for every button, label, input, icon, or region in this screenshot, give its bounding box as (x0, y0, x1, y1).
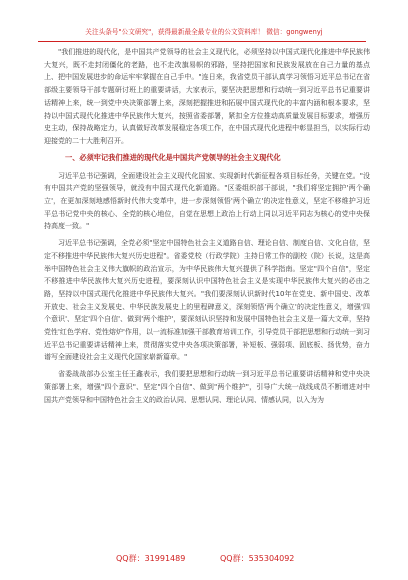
paragraph-intro: "我们推进的现代化，是中国共产党领导的社会主义现代化，必须坚持以中国式现代化推进中华民族伟大复兴，既不走封闭僵化的老路，也不走改旗易帜的邪路，坚持把国家和民族发展放在自己力量的基点上、把中国发展进步的命运牢牢掌握在自己手中。"连日来，我省党员干部认真学习领悟习近平总书记在省部级主要领导干部专题研讨班上的重要讲话，大家表示，要坚决把思想和行动统一到习近平总书记重要讲话精神上来，统一到党中央决策部署上来，深刻把握推进和拓展中国式现代化的丰富内涵和根本要求，坚持以中国式现代化推进中华民族伟大复兴，按照省委部署，紧扣全方位推动高质量发展目标要求，增强历史主动，保持战略定力，认真做好改革发展稳定各项工作，在中国式现代化进程中彰显担当，以实际行动迎接党的二十大胜利召开。 (44, 48, 370, 145)
paragraph-2: 习近平总书记强调，全面建设社会主义现代化国家、实现新时代新征程各项目标任务，关键在党。"没有中国共产党的坚强领导，就没有中国式现代化新道路。"区委组织部干部说，"我们将坚定拥护'两个确立'，在更加深刻地感悟新时代伟大变革中，进一步深刻领悟'两个确立'的决定性意义，坚定不移维护习近平总书记党中央的核心、全党的核心地位，自觉在思想上政治上行动上同以习近平同志为核心的党中央保持高度一致。" (44, 171, 370, 231)
footer-qq-group-2: QQ群：535304092 (220, 554, 295, 563)
footer (0, 553, 408, 567)
header-banner: 关注头条号"公文研究"，获得最新最全最专业的公文资料库！ 微信：gongwenyj (85, 28, 323, 36)
document-body (44, 46, 370, 552)
paragraph-4: 省委战战部办公室主任王鑫表示，我们要把思想和行动统一到习近平总书记重要讲话精神和党中央决策部署上来，增强"四个意识"、坚定"四个自信"、做到"两个维护"，引导广大统一战线成员不断增进对中国共产党领导和中国特色社会主义的政治认同、思想认同、理论认同、情感认同，以入为为 (44, 370, 370, 404)
footer-qq-group-1: QQ群：31991489 (116, 554, 186, 563)
paragraph-3: 习近平总书记强调，全党必须"坚定中国特色社会主义道路自信、理论自信、制度自信、文化自信，坚定不移推进中华民族伟大复兴历史进程"。省委党校（行政学院）主持日常工作的副校（院）长说，这是高举中国特色社会主义伟大旗帜的政治宣示，为中华民族伟大复兴提供了科学指南。坚定"四个自信"，坚定不移推进中华民族伟大复兴历史进程，要深刻认识中国特色社会主义是实现中华民族伟大复兴的必由之路，坚持以中国式现代化推进中华民族伟大复兴。"我们要深刻认识新时代10年在党史、新中国史、改革开放史、社会主义发展史、中华民族发展史上的里程碑意义，深刻领悟'两个确立'的决定性意义，增强'四个意识'、坚定'四个自信'、做到'两个维护'，要深刻认识坚持和发展中国特色社会主义是一篇大文章，坚持党性'红色学府、党性熔炉'作用，以一流标准加强干部教育培训工作，引导党员干部把思想和行动统一到习近平总书记重要讲话精神上来，贯彻落实党中央各项决策部署，补短板、强弱项、固底板、扬优势，奋力谱写全面建设社会主义现代化国家崭新篇章。" (44, 239, 370, 362)
header-divider (38, 41, 366, 42)
section-heading: 一、必须牢记我们推进的现代化是中国共产党领导的社会主义现代化 (65, 152, 281, 162)
